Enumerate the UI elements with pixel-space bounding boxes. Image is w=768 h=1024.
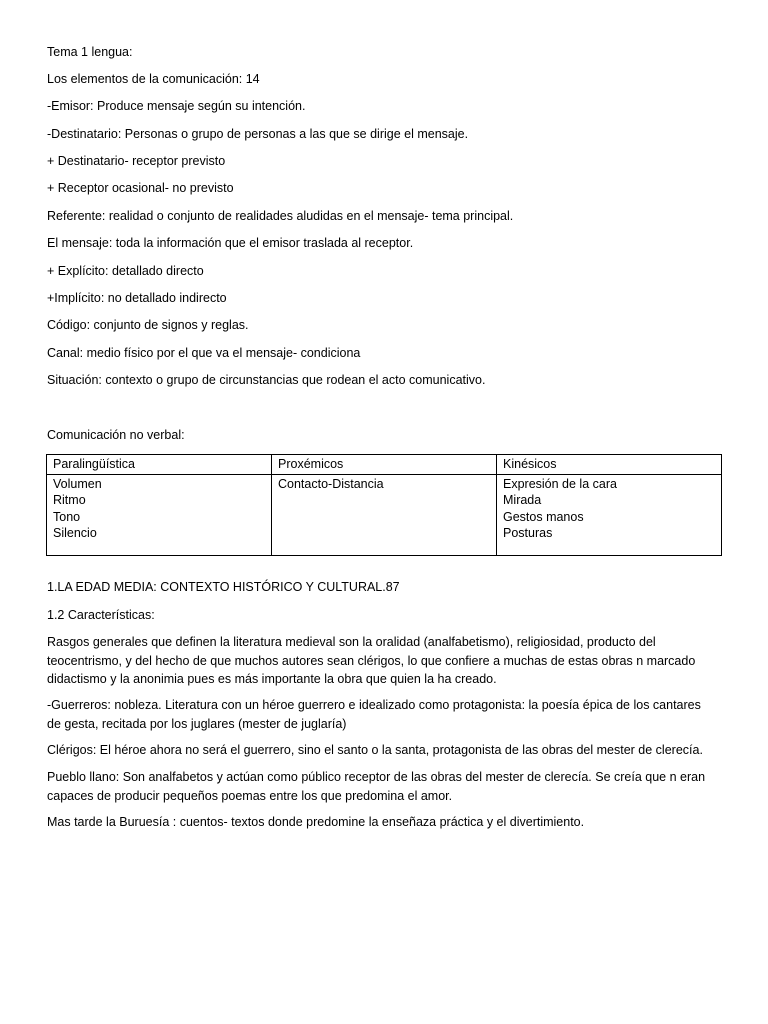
text-line: +Implícito: no detallado indirecto — [47, 291, 227, 305]
cell-item: Volumen — [53, 476, 102, 491]
text-line: + Explícito: detallado directo — [47, 264, 204, 278]
paragraph: -Guerreros: nobleza. Literatura con un héroe guerrero e idealizado como protagonista: la poesía épica de los cantares de gesta, recitada por los juglares (mester de juglaría) — [47, 698, 701, 731]
cell-item: Tono — [53, 509, 81, 524]
text-line: El mensaje: toda la información que el emisor traslada al receptor. — [47, 236, 414, 250]
text-line: + Destinatario- receptor previsto — [47, 154, 226, 168]
paragraph: Rasgos generales que definen la literatura medieval son la oralidad (analfabetismo), religiosidad, producto del teocentrismo, y del hecho de que muchos autores sean clérigos, lo que confiere a muchas de estas obras n marcado didactismo y la anonimia pues es más importante la obra que quien la ha creado. — [47, 635, 696, 686]
document-title: Tema 1 lengua: — [47, 45, 133, 59]
table-header-cell: Paralingüística — [47, 455, 272, 475]
table-cell — [272, 474, 497, 555]
table-cell — [47, 474, 272, 555]
cell-item: Expresión de la cara — [503, 476, 617, 491]
text-line: -Destinatario: Personas o grupo de personas a las que se dirige el mensaje. — [47, 127, 469, 141]
table-header-row — [47, 455, 722, 475]
paragraph: Mas tarde la Buruesía : cuentos- textos donde predomine la enseñaza práctica y el divertimiento. — [47, 815, 585, 829]
table-row — [47, 474, 722, 555]
paragraph: Pueblo llano: Son analfabetos y actúan como público receptor de las obras del mester de clerecía. Se creía que n eran capaces de producir pequeños poemas entre los que predomina el amor. — [47, 770, 706, 803]
text-line: Referente: realidad o conjunto de realidades aludidas en el mensaje- tema principal. — [47, 209, 514, 223]
cell-item: Gestos manos — [503, 509, 584, 524]
cell-item: Silencio — [53, 526, 97, 540]
text-line: Los elementos de la comunicación: 14 — [47, 72, 260, 86]
text-line: + Receptor ocasional- no previsto — [47, 181, 234, 195]
section-title: 1.LA EDAD MEDIA: CONTEXTO HISTÓRICO Y CULTURAL.87 — [47, 580, 400, 594]
cell-item: Mirada — [503, 493, 542, 507]
text-line: Código: conjunto de signos y reglas. — [47, 318, 249, 332]
subsection-title: 1.2 Características: — [47, 608, 155, 622]
cell-item: Ritmo — [53, 493, 86, 507]
text-line: Canal: medio físico por el que va el mensaje- condiciona — [47, 346, 361, 360]
no-verbal-heading: Comunicación no verbal: — [47, 428, 185, 442]
text-line: -Emisor: Produce mensaje según su intención. — [47, 99, 306, 113]
table-header-cell: Proxémicos — [272, 455, 497, 475]
table-cell — [497, 474, 722, 555]
paragraph: Clérigos: El héroe ahora no será el guerrero, sino el santo o la santa, protagonista de las obras del mester de clerecía. — [47, 743, 703, 757]
cell-item: Contacto-Distancia — [278, 476, 384, 491]
cell-item: Posturas — [503, 526, 553, 540]
table-header-cell: Kinésicos — [497, 455, 722, 475]
text-line: Situación: contexto o grupo de circunstancias que rodean el acto comunicativo. — [47, 373, 486, 387]
no-verbal-table — [46, 454, 722, 556]
